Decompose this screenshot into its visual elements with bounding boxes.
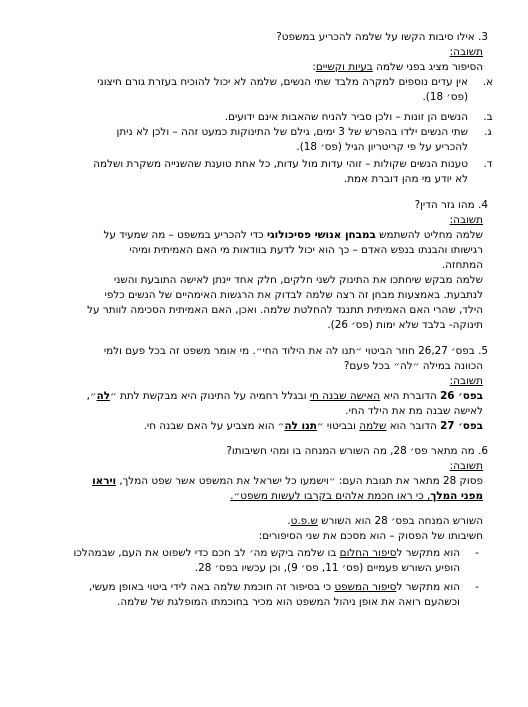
q4-psych-test-bold: במבחן אנושי פסיכולוגי — [266, 229, 376, 241]
q5-answer-label: תשובה: — [449, 375, 483, 387]
q4-p2-line1: שלמה מבקש שיחתכו את התינוק לשני חלקים, חלק אחד יינתן לאישה התובעת והשני — [113, 274, 483, 286]
q3-intro-underlined: בעיות וקשיים — [315, 61, 373, 73]
q6-bullet1-line1: הוא מתקשר לסיפור החלום בו שלמה ביקש מה׳ לב חכם כדי לשפוט את העם, שבמהלכו — [73, 547, 460, 559]
q6-bullet-1: - — [475, 547, 479, 559]
q6-bullet1-line2: הופיע השורש פעמיים (פס׳ 11, פס׳ 9), וכן עכשיו בפס׳ 28. — [194, 562, 460, 574]
q4-answer-label: תשובה: — [449, 214, 483, 226]
q3-intro: הסיפור מציג בפני שלמה בעיות וקשיים: — [312, 61, 483, 73]
q4-p1-line1: שלמה מחליט להשתמש במבחן אנושי פסיכולוגי כדי להכריע במשפט – מה שמעיד על — [103, 229, 483, 241]
q3-item-b-line1: הנשים הן זונות – ולכן סביר להניח שהאבות אינם ידועים. — [224, 111, 468, 123]
q6-bullet2-line1: הוא מתקשר לסיפור המשפט כי בסיפור זה חוכמת שלמה באה לידי ביטוי באופן מעשי, — [88, 581, 460, 593]
q3-item-a-marker: א. — [482, 76, 494, 88]
q5-answer-line3: בפס׳ 27 הדובר הוא שלמה ובביטוי ״תנו לה״ הוא מצביע על האם שבנה חי. — [143, 420, 483, 432]
q4-p2-line2: לנתבעת. באמצעות מבחן זה רצה שלמה לבדוק את הרגשות האימהיים של הנשים כלפי — [104, 289, 483, 301]
q6-root-line: השורש המנחה בפס׳ 28 הוא השורש ש.פ.ט. — [287, 515, 483, 527]
q4-p2-line4: תינוקה- בלבד שלא ימות (פס׳ 26). — [327, 319, 483, 331]
q3-item-d-marker: ד. — [483, 158, 493, 170]
q5-number: 5. — [478, 345, 488, 357]
q3-item-c-marker: ג. — [484, 126, 492, 138]
q3-item-d-line2: לא יודע מי מהן דוברת אמת. — [343, 173, 468, 185]
q4-p1-line3: המתחזה. — [441, 259, 483, 271]
q4-question-text: מהו גזר הדין? — [414, 199, 475, 211]
q6-root-underlined: ש.פ.ט — [290, 515, 318, 527]
q6-answer-label: תשובה: — [449, 460, 483, 472]
q6-bullet2-line2: וכשהעם רואה את אופן ניהול המשפט הוא מכיר בחוכמתו המופלגת של שלמה. — [117, 596, 460, 608]
q3-answer-label: תשובה: — [449, 46, 483, 58]
q5-question-line2: הכוונה במילה ״לה״ בכל פעם? — [343, 360, 483, 372]
q3-item-d-line1: טענות הנשים שקולות – זוהי עדות מול עדות, כל אחת טוענת שהשנייה משקרת ושלמה — [93, 158, 468, 170]
q3-item-c-line1: שתי הנשים ילדו בהפרש של 3 ימים, גילם של התינוקות כמעט זהה – ולכן לא ניתן — [116, 126, 468, 138]
q6-question: 6. מה מתאר פס׳ 28, מה השורש המנחה בו ומהי חשיבותו? — [226, 445, 488, 457]
q3-item-c-line2: להכריע על פי קריטריון הגיל (פס׳ 18). — [296, 141, 468, 153]
q4-p2-line3: הילד, שהרי האם האמיתית תתנגד להחלטת שלמה. ואכן, האם האמיתית הסכימה לוותר על — [87, 304, 483, 316]
q6-answer-line1: פסוק 28 מתאר את תגובת העם: ״וישמעו כל ישראל את המשפט אשר שפט המלך, ויראו — [92, 475, 483, 487]
q6-importance: חשיבותו של הפסוק – הוא מסכם את שני הסיפורים: — [258, 530, 483, 542]
q3-question-text: אילו סיבות הקשו על שלמה להכריע במשפט? — [276, 31, 475, 43]
q3-item-a-line1: אין עדים נוספים למקרה מלבד שתי הנשים, שלמה לא יכול להוכיח בעזרת גורם חיצוני — [97, 76, 468, 88]
q3-number: 3. — [478, 31, 488, 43]
q4-p1-line2: רגישותו והבנתו בנפש האדם – כך הוא יכול לדעת בוודאות מי האם האמיתית ומיהי — [129, 244, 483, 256]
q6-number: 6. — [478, 445, 488, 457]
q6-answer-line2: מפני המלך, כי ראו חכמת אלהים בקרבו לעשות משפט״. — [230, 490, 483, 502]
q3-item-b-marker: ב. — [483, 111, 493, 123]
q5-answer-line1: בפס׳ 26 הדוברת היא האישה שבנה חי ובגלל רחמיה על התינוק היא מבקשת לתת ״לה״, — [86, 390, 483, 402]
q6-bullet-2: - — [475, 581, 479, 593]
q3-item-a-line2: (פס׳ 18). — [422, 91, 468, 103]
q3-question — [32, 30, 488, 44]
q4-number: 4. — [478, 199, 488, 211]
q5-question-line1: 5. בפס׳ 26,27 חוזר הביטוי ״תנו לה את הילוד החי״. מי אומר משפט זה בכל פעם ולמי — [103, 345, 488, 357]
q4-question — [32, 198, 488, 212]
q5-answer-line2: לאישה שבנה מת את הילד החי. — [345, 405, 483, 417]
